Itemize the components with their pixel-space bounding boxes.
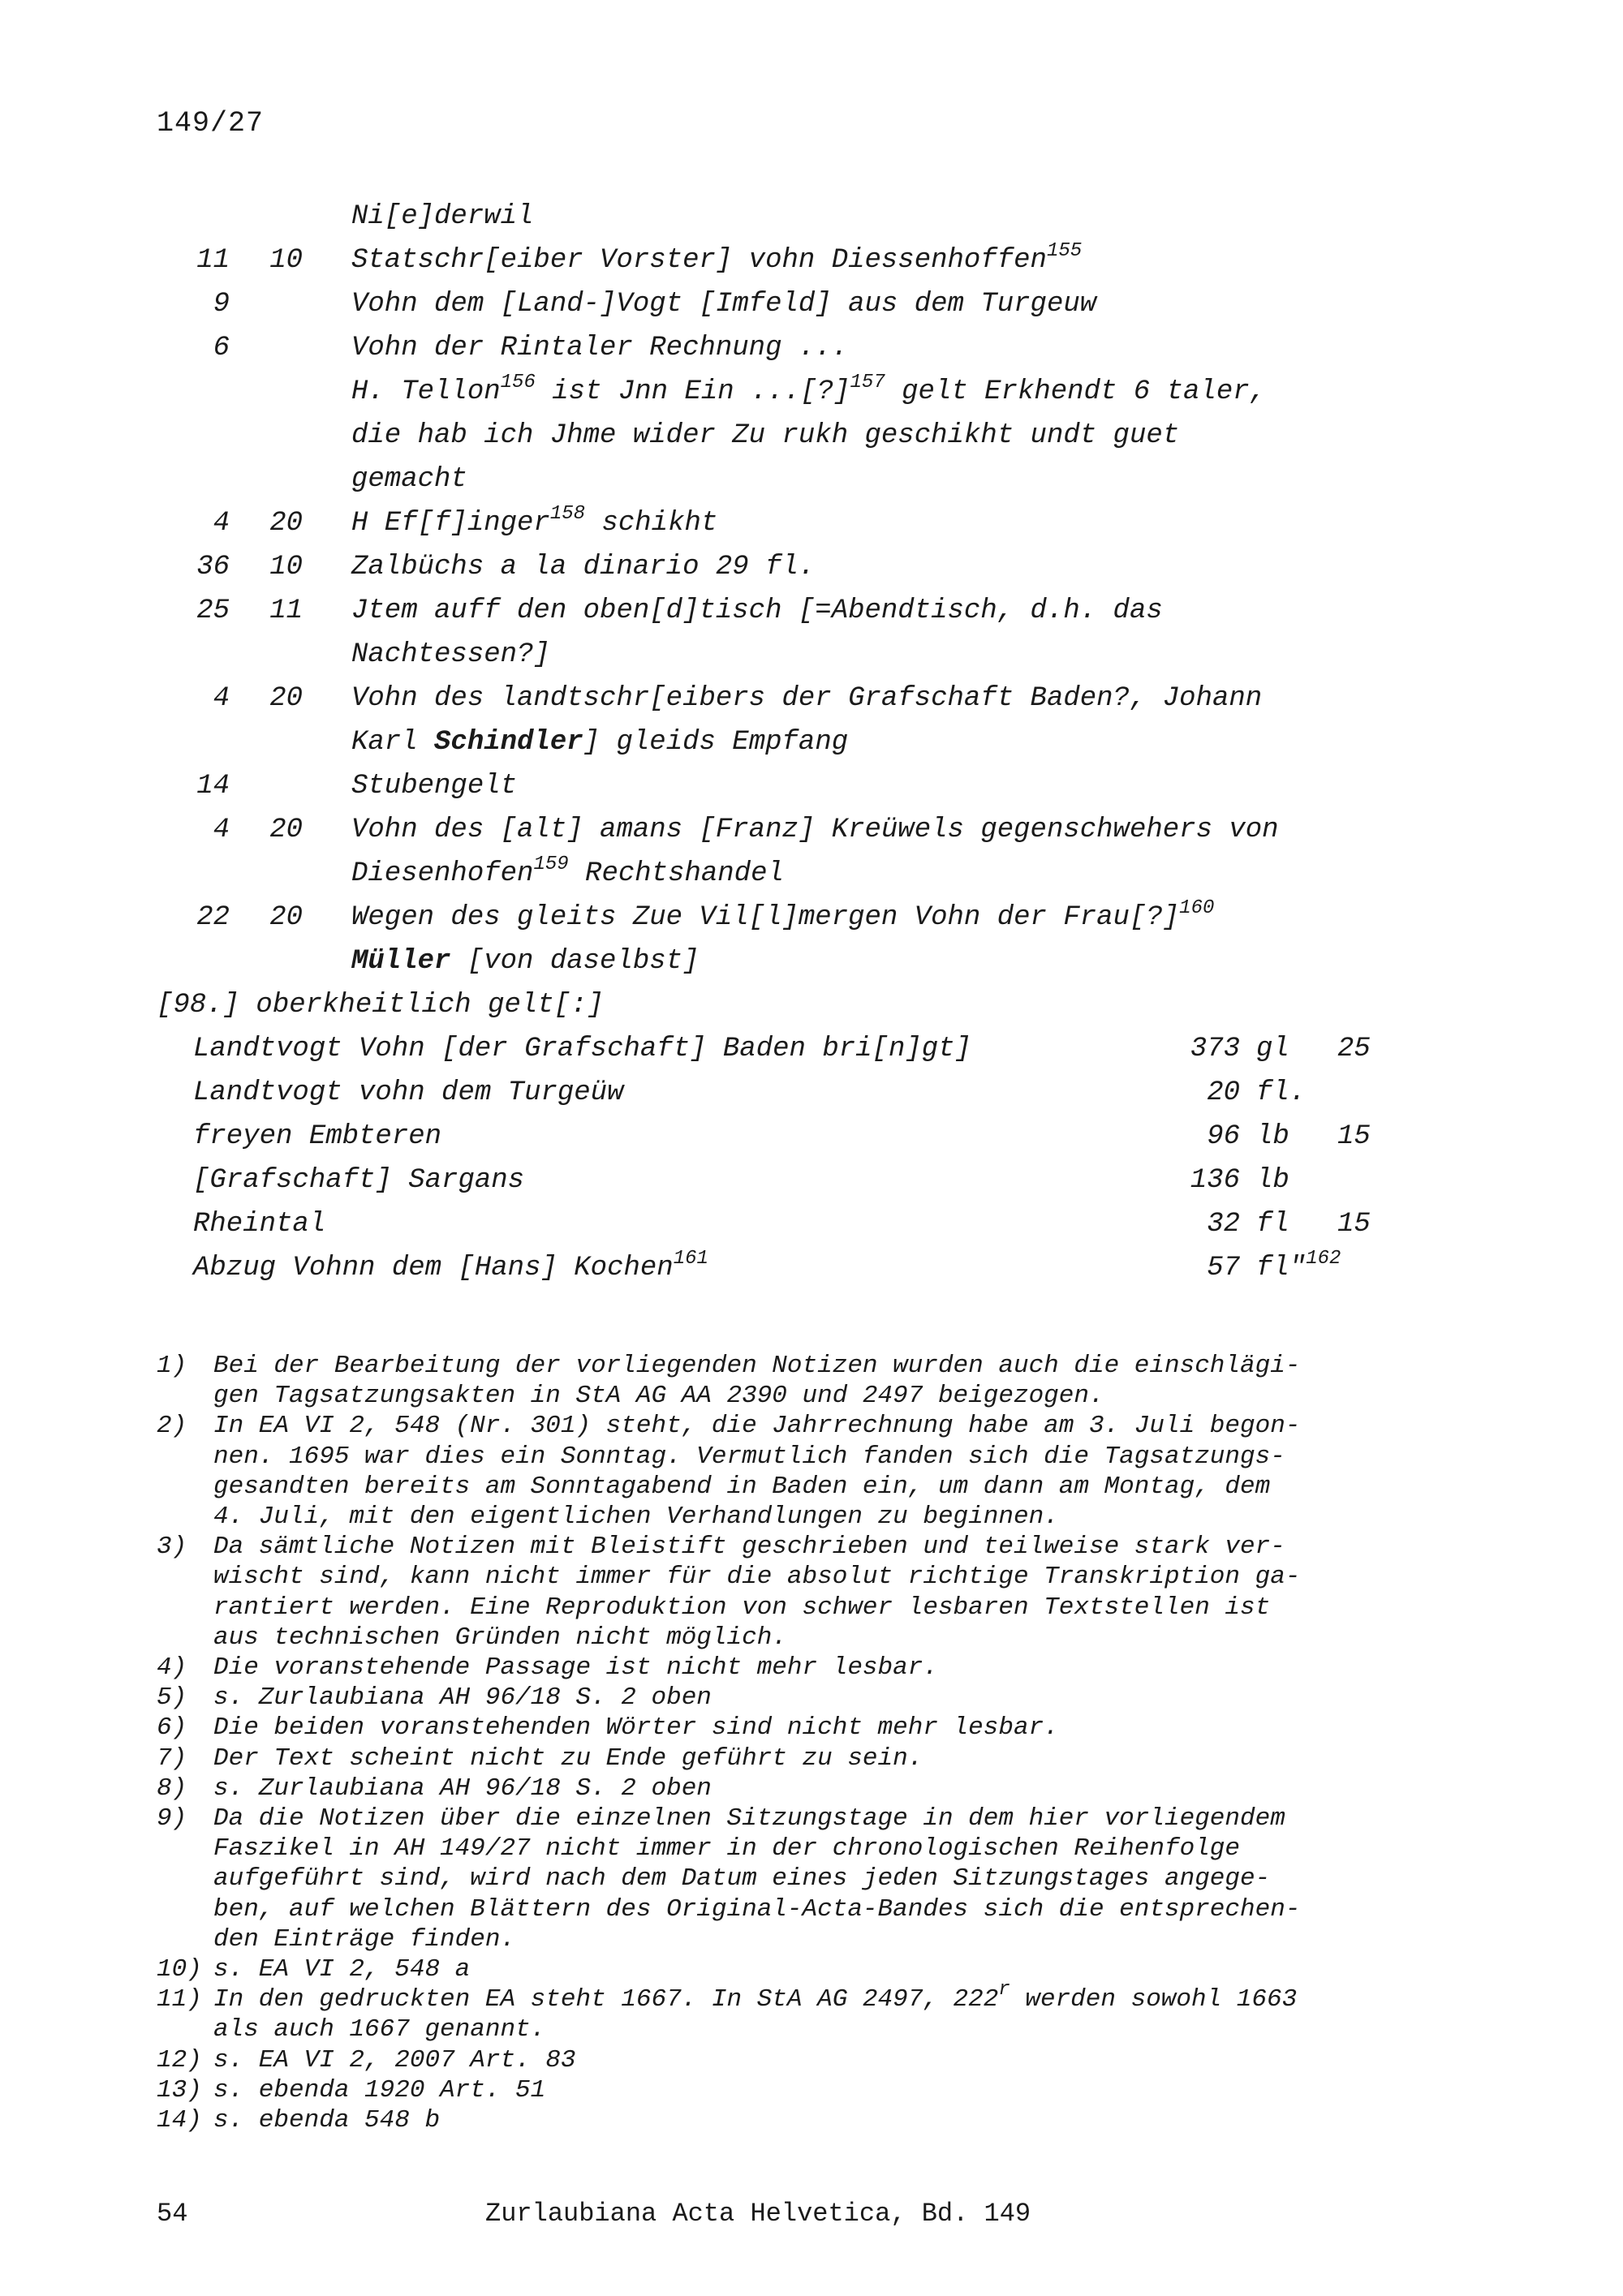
text-run: Da sämtliche Notizen mit Bleistift geschrieben und teilweise stark ver- xyxy=(213,1533,1285,1562)
footnote-number: 1) xyxy=(157,1352,187,1380)
ledger-entry xyxy=(157,326,1423,370)
text-run: s. EA VI 2, 548 a xyxy=(213,1955,471,1984)
footnote-number: 13) xyxy=(157,2075,202,2105)
text-run: In den gedruckten EA steht 1667. In StA AG 2497, 222 xyxy=(213,1985,999,2014)
text-run: H Ef[f]inger xyxy=(351,508,550,539)
footnote-line xyxy=(213,1593,1423,1623)
entry-amount-major: 9 xyxy=(213,289,230,320)
entry-amount-minor: 20 xyxy=(269,815,303,845)
text-run: In EA VI 2, 548 (Nr. 301) steht, die Jahrrechnung habe am 3. Juli begon- xyxy=(213,1412,1301,1441)
footnote-line xyxy=(213,1502,1423,1532)
text-run: s. Zurlaubiana AH 96/18 S. 2 oben xyxy=(213,1774,712,1803)
footnote-number: 6) xyxy=(157,1713,187,1743)
footnote-line xyxy=(213,1743,1423,1774)
footnote-marker: 155 xyxy=(1046,240,1083,262)
entry-text xyxy=(351,370,1390,501)
footnote-line xyxy=(213,1894,1423,1924)
text-run: Diesenhofen xyxy=(351,858,534,889)
ledger-entry xyxy=(157,370,1423,501)
footnote-line xyxy=(213,1804,1423,1834)
footnote-line xyxy=(213,2075,1423,2105)
entries-list xyxy=(157,195,1423,983)
entry-amount-minor xyxy=(230,282,303,326)
entry-text xyxy=(351,808,1390,896)
text-run: s. ebenda 548 b xyxy=(213,2106,441,2135)
entry-amount-minor xyxy=(230,370,303,501)
official-money-list xyxy=(157,1027,1423,1290)
text-run: ben, auf welchen Blättern des Original-Acta-Bandes sich die entsprechen- xyxy=(213,1894,1301,1924)
footnote-line xyxy=(213,1653,1423,1683)
entry-amount-minor xyxy=(230,326,303,370)
text-run: Zalbüchs a la dinario 29 fl. xyxy=(351,552,816,583)
footnote-text xyxy=(213,1743,1423,1774)
entry-line xyxy=(351,633,1390,677)
official-fraction xyxy=(1337,1159,1386,1202)
footnote-text xyxy=(213,1532,1423,1653)
entry-text xyxy=(351,501,1390,545)
footnote-marker: 158 xyxy=(549,503,586,525)
ledger-entry xyxy=(157,501,1423,545)
footnote xyxy=(157,1653,1423,1683)
ledger-entry xyxy=(157,545,1423,589)
text-run: [von daselbst] xyxy=(450,946,700,977)
footnote-line xyxy=(213,2105,1423,2135)
official-fraction xyxy=(1337,1246,1386,1290)
text-run: s. ebenda 1920 Art. 51 xyxy=(213,2075,546,2105)
text-run: freyen Embteren xyxy=(193,1121,442,1152)
footnote-marker: 161 xyxy=(673,1248,708,1270)
footnote-number: 12) xyxy=(157,2045,202,2075)
page-reference: 149/27 xyxy=(157,107,265,140)
entry-text xyxy=(351,282,1390,326)
footnote xyxy=(157,2105,1423,2135)
footnote-line xyxy=(213,1623,1423,1653)
entry-line xyxy=(351,720,1390,764)
entry-line xyxy=(351,764,1390,808)
ledger-entry xyxy=(157,239,1423,282)
page-footer xyxy=(157,2199,1031,2229)
footnote-line xyxy=(213,1954,1423,1984)
text-run: gemacht xyxy=(351,464,467,495)
entry-text xyxy=(351,545,1390,589)
footnote-line xyxy=(213,1713,1423,1743)
text-run: fl. xyxy=(1256,1077,1307,1108)
official-source xyxy=(193,1027,1167,1071)
entry-line xyxy=(351,458,1390,501)
official-row xyxy=(193,1246,1423,1290)
footnote-text xyxy=(213,1804,1423,1954)
footnote xyxy=(157,1532,1423,1653)
footnote-text xyxy=(213,1979,1423,2044)
entry-amount-major: 6 xyxy=(213,333,230,363)
footnote-marker: 160 xyxy=(1179,897,1215,919)
entry-text xyxy=(351,326,1390,370)
official-unit xyxy=(1256,1159,1337,1202)
ledger-entry xyxy=(157,677,1423,764)
footnote-line xyxy=(213,1381,1423,1411)
text-run: Rheintal xyxy=(193,1209,326,1240)
text-run: Die voranstehende Passage ist nicht mehr lesbar. xyxy=(213,1653,938,1683)
official-fraction: 25 xyxy=(1337,1034,1371,1064)
footnote-line xyxy=(213,2045,1423,2075)
bold-name: Schindler xyxy=(434,727,583,758)
text-run: Abzug Vohnn dem [Hans] Kochen xyxy=(193,1253,674,1283)
official-amount: 96 xyxy=(1207,1121,1240,1152)
footnote-text xyxy=(213,1351,1423,1411)
official-amount: 32 xyxy=(1207,1209,1240,1240)
footnote xyxy=(157,1954,1423,1984)
footnote-marker: 159 xyxy=(533,853,569,875)
footnote-line xyxy=(213,1532,1423,1562)
footnote xyxy=(157,2075,1423,2105)
text-run: s. EA VI 2, 2007 Art. 83 xyxy=(213,2045,576,2075)
footnote-line xyxy=(213,1442,1423,1472)
publication-title: Zurlaubiana Acta Helvetica, Bd. 149 xyxy=(485,2199,1031,2229)
footnote-marker: 156 xyxy=(500,372,536,393)
entry-amount-major: 36 xyxy=(196,552,230,583)
ledger-entry xyxy=(157,808,1423,896)
official-fraction: 15 xyxy=(1337,1121,1371,1152)
text-run: ist Jnn Ein ...[?] xyxy=(535,376,850,407)
text-run: lb xyxy=(1256,1121,1289,1152)
entry-amount-minor: 20 xyxy=(269,902,303,933)
official-amount: 57 xyxy=(1207,1253,1240,1283)
footnote-number: 9) xyxy=(157,1804,187,1834)
text-run: wischt sind, kann nicht immer für die absolut richtige Transkription ga- xyxy=(213,1563,1301,1592)
page-number: 54 xyxy=(157,2199,188,2229)
footnote xyxy=(157,1683,1423,1713)
text-run: als auch 1667 genannt. xyxy=(213,2015,546,2044)
entry-text xyxy=(351,764,1390,808)
entry-line xyxy=(351,239,1390,282)
footnote xyxy=(157,1411,1423,1532)
official-row xyxy=(193,1202,1423,1246)
footnote-line xyxy=(213,1834,1423,1864)
entry-line xyxy=(351,545,1390,589)
text-run: die hab ich Jhme wider Zu rukh geschikht undt guet xyxy=(351,420,1180,451)
footnote-number: 4) xyxy=(157,1653,187,1683)
text-run: Ni[e]derwil xyxy=(351,201,534,232)
entry-line xyxy=(351,370,1390,414)
entry-line xyxy=(351,589,1390,633)
entry-text xyxy=(351,195,1390,239)
entry-amount-major: 22 xyxy=(196,902,230,933)
footnote-line xyxy=(213,1864,1423,1894)
footnote-line xyxy=(213,1774,1423,1804)
text-run: fl xyxy=(1256,1209,1289,1240)
section-title: [98.] oberkheitlich gelt[:] xyxy=(157,990,604,1021)
footnote xyxy=(157,1774,1423,1804)
text-run: H. Tellon xyxy=(351,376,501,407)
entry-text xyxy=(351,896,1390,983)
text-run: Vohn der Rintaler Rechnung ... xyxy=(351,333,849,363)
text-run: nen. 1695 war dies ein Sonntag. Vermutlich fanden sich die Tagsatzungs- xyxy=(213,1442,1285,1471)
text-run: rantiert werden. Eine Reproduktion von schwer lesbaren Textstellen ist xyxy=(213,1593,1271,1622)
text-run: Jtem auff den oben[d]tisch [=Abendtisch, d.h. das xyxy=(351,595,1163,626)
entry-amount-minor: 20 xyxy=(269,683,303,714)
entry-amount-minor: 11 xyxy=(269,595,303,626)
footnote-number: 5) xyxy=(157,1683,187,1713)
footnote-line xyxy=(213,1411,1423,1441)
text-run: Nachtessen?] xyxy=(351,639,550,670)
official-row xyxy=(193,1115,1423,1159)
official-unit xyxy=(1256,1115,1337,1159)
entry-amount-minor xyxy=(230,764,303,808)
footnote xyxy=(157,1804,1423,1954)
entry-amount-major: 14 xyxy=(196,771,230,802)
text-run: Stubengelt xyxy=(351,771,518,802)
footnote-text xyxy=(213,2045,1423,2075)
entry-line xyxy=(351,195,1390,239)
bold-name: Müller xyxy=(351,946,451,977)
text-run: Die beiden voranstehenden Wörter sind nicht mehr lesbar. xyxy=(213,1713,1059,1743)
footnote-number: 10) xyxy=(157,1955,202,1984)
official-unit xyxy=(1256,1202,1337,1246)
text-run: fl" xyxy=(1256,1253,1307,1283)
text-run: schikht xyxy=(585,508,718,539)
text-run: [Grafschaft] Sargans xyxy=(193,1165,525,1196)
footnote-number: 8) xyxy=(157,1774,187,1803)
ledger-entry xyxy=(157,282,1423,326)
footnote-text xyxy=(213,1411,1423,1532)
entry-line xyxy=(351,808,1390,852)
footnote-text xyxy=(213,2075,1423,2105)
text-run: Landtvogt vohn dem Turgeüw xyxy=(193,1077,624,1108)
official-source xyxy=(193,1115,1167,1159)
entry-line xyxy=(351,677,1390,720)
ledger-entry xyxy=(157,589,1423,677)
text-run: Rechtshandel xyxy=(568,858,784,889)
ledger-entry xyxy=(157,764,1423,808)
entry-amount-major: 11 xyxy=(196,245,230,276)
entry-amount-major: 4 xyxy=(213,508,230,539)
text-run: Bei der Bearbeitung der vorliegenden Notizen wurden auch die einschlägi- xyxy=(213,1352,1301,1380)
footnote xyxy=(157,2045,1423,2075)
official-unit xyxy=(1256,1246,1341,1290)
footnote-number: 3) xyxy=(157,1533,187,1562)
footnote-text xyxy=(213,1713,1423,1743)
footnote-line xyxy=(213,1924,1423,1954)
entry-amount-minor xyxy=(230,195,303,239)
text-run: den Einträge finden. xyxy=(213,1924,516,1954)
footnote-number: 14) xyxy=(157,2106,202,2135)
text-run: ] gleids Empfang xyxy=(583,727,849,758)
footnote-text xyxy=(213,1653,1423,1683)
entry-line xyxy=(351,501,1390,545)
text-run: Vohn dem [Land-]Vogt [Imfeld] aus dem Turgeuw xyxy=(351,289,1097,320)
text-run: Vohn des landtschr[eibers der Grafschaft Baden?, Johann xyxy=(351,683,1263,714)
entry-line xyxy=(351,939,1390,983)
official-row xyxy=(193,1071,1423,1115)
entry-line xyxy=(351,326,1390,370)
text-run: Da die Notizen über die einzelnen Sitzungstage in dem hier vorliegendem xyxy=(213,1804,1285,1834)
text-run: lb xyxy=(1256,1165,1289,1196)
footnote xyxy=(157,1713,1423,1743)
text-run: Wegen des gleits Zue Vil[l]mergen Vohn der Frau[?] xyxy=(351,902,1180,933)
footnote xyxy=(157,1743,1423,1774)
entry-amount-major xyxy=(157,370,230,501)
official-amount: 373 xyxy=(1190,1034,1240,1064)
footnote-text xyxy=(213,1774,1423,1804)
footnote-number: 7) xyxy=(157,1743,187,1773)
entry-line xyxy=(351,852,1390,896)
official-fraction xyxy=(1337,1071,1386,1115)
text-run: Statschr[eiber Vorster] vohn Diessenhoffen xyxy=(351,245,1047,276)
footnote-marker: 162 xyxy=(1306,1248,1341,1270)
ledger-entry xyxy=(157,195,1423,239)
footnote-text xyxy=(213,2105,1423,2135)
text-run: Vohn des [alt] amans [Franz] Kreüwels gegenschwehers von xyxy=(351,815,1279,845)
entry-amount-minor: 20 xyxy=(269,508,303,539)
footnote-number: 2) xyxy=(157,1412,187,1441)
footnote-line xyxy=(213,1562,1423,1592)
footnote-line xyxy=(213,2014,1423,2044)
entry-text xyxy=(351,589,1390,677)
entry-text xyxy=(351,239,1390,282)
official-source xyxy=(193,1071,1167,1115)
entry-amount-minor: 10 xyxy=(269,245,303,276)
official-amount: 20 xyxy=(1207,1077,1240,1108)
official-row xyxy=(193,1027,1423,1071)
entry-line xyxy=(351,896,1390,939)
footnote-line xyxy=(213,1683,1423,1713)
text-run: Der Text scheint nicht zu Ende geführt zu sein. xyxy=(213,1743,923,1773)
footnote-line xyxy=(213,1351,1423,1381)
transcription-body xyxy=(157,195,1423,1290)
text-run: gl xyxy=(1256,1034,1289,1064)
footnote-marker: 157 xyxy=(850,372,885,393)
text-run: Landtvogt Vohn [der Grafschaft] Baden bri[n]gt] xyxy=(193,1034,971,1064)
entry-amount-major: 4 xyxy=(213,683,230,714)
entry-amount-major xyxy=(157,195,230,239)
text-run: aufgeführt sind, wird nach dem Datum eines jeden Sitzungstages angege- xyxy=(213,1864,1271,1894)
footnote-line xyxy=(213,1979,1423,2014)
entry-line xyxy=(351,414,1390,458)
entry-amount-minor: 10 xyxy=(269,552,303,583)
entry-line xyxy=(351,282,1390,326)
ledger-entry xyxy=(157,896,1423,983)
official-amount: 136 xyxy=(1190,1165,1240,1196)
footnote-number: 11) xyxy=(157,1985,202,2014)
official-row xyxy=(193,1159,1423,1202)
text-run: 4. Juli, mit den eigentlichen Verhandlungen zu beginnen. xyxy=(213,1503,1059,1532)
footnote-text xyxy=(213,1954,1423,1984)
official-unit xyxy=(1256,1071,1337,1115)
official-source xyxy=(193,1202,1167,1246)
text-run: gesandten bereits am Sonntagabend in Baden ein, um dann am Montag, dem xyxy=(213,1472,1271,1501)
footnotes xyxy=(157,1351,1423,2135)
official-unit xyxy=(1256,1027,1337,1071)
text-run: Faszikel in AH 149/27 nicht immer in der chronologischen Reihenfolge xyxy=(213,1834,1241,1864)
official-source xyxy=(193,1246,1167,1290)
footnote xyxy=(157,1351,1423,1411)
official-source xyxy=(193,1159,1167,1202)
text-run: gen Tagsatzungsakten in StA AG AA 2390 und 2497 beigezogen. xyxy=(213,1382,1104,1411)
text-run: aus technischen Gründen nicht möglich. xyxy=(213,1623,787,1652)
entry-amount-major: 25 xyxy=(196,595,230,626)
text-run: s. Zurlaubiana AH 96/18 S. 2 oben xyxy=(213,1683,712,1713)
entry-text xyxy=(351,677,1390,764)
footnote-line xyxy=(213,1472,1423,1502)
text-run: gelt Erkhendt 6 taler, xyxy=(885,376,1267,407)
footnote xyxy=(157,1979,1423,2044)
text-run: Karl xyxy=(351,727,435,758)
entry-amount-major: 4 xyxy=(213,815,230,845)
text-run: werden sowohl 1663 xyxy=(1010,1985,1298,2014)
footnote-marker: r xyxy=(998,1979,1010,2001)
official-fraction: 15 xyxy=(1337,1209,1371,1240)
footnote-text xyxy=(213,1683,1423,1713)
